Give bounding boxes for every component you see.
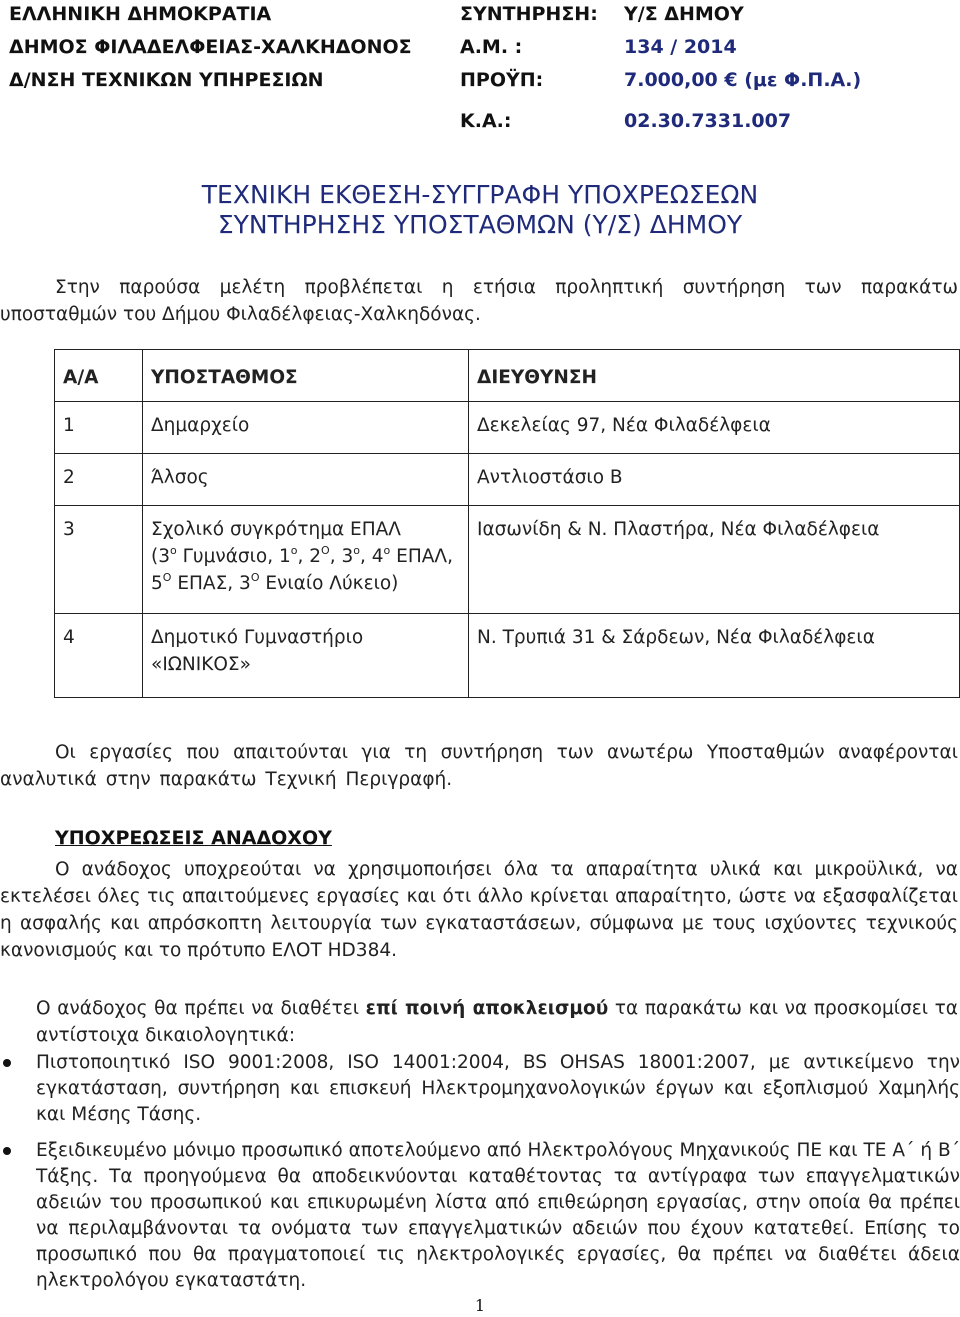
row-number: 1	[55, 402, 143, 454]
list-item-text: Εξειδικευμένο μόνιμο προσωπικό αποτελούμενο από Ηλεκτρολόγους Μηχανικούς ΠΕ και ΤΕ Α΄ ή Β΄ Τάξης. Τα προηγούμενα θα αποδεικνύονται καταθέτοντας τα αντίγραφα των επαγγελματικών αδειών του προσωπικού και επικυρωμένη λίστα από επιθεώρηση εργασίας, στην οποία θα πρέπει να περιλαμβάνονται τα ονόματα των επαγγελματικών αδειών που έχουν κατατεθεί. Επίσης το προσωπικό που θα πραγματοποιεί τις ηλεκτρολογικές εργασίες, θα πρέπει να διαθέτει άδεια ηλεκτρολόγου εγκαταστάτη.	[36, 1140, 960, 1291]
row-station: Δημαρχείο	[143, 402, 469, 454]
row-number: 4	[55, 614, 143, 698]
table-row	[55, 614, 960, 698]
obligations-paragraph: Ο ανάδοχος υποχρεούται να χρησιμοποιήσει όλα τα απαραίτητα υλικά και μικροϋλικά, να εκτελέσει όλες τις απαιτούμενες εργασίες και ότι άλλο κρίνεται απαραίτητο, ώστε να εξασφαλίζεται η ασφαλής και απρόσκοπτη λειτουργία των εγκαταστάσεων, σύμφωνα με τους ισχύοντες τεχνικούς κανονισμούς και το πρότυπο ΕΛΟΤ HD384.	[0, 859, 958, 961]
station-name: Σχολικό συγκρότημα ΕΠΑΛ	[151, 519, 401, 540]
station-detail-line1: ($3^o$ Γυμνάσιο, $1^o$, $2^O$, $3^o$, $4^o$ ΕΠΑΛ,	[151, 543, 453, 567]
meta-value-ka: 02.30.7331.007	[624, 110, 792, 132]
document-title-line1: ΤΕΧΝΙΚΗ ΕΚΘΕΣΗ-ΣΥΓΓΡΑΦΗ ΥΠΟΧΡΕΩΣΕΩΝ	[201, 180, 759, 209]
row-number: 2	[55, 454, 143, 506]
meta-label-maintenance: ΣΥΝΤΗΡΗΣΗ:	[460, 3, 598, 25]
obligations-title: ΥΠΟΧΡΕΩΣΕΙΣ ΑΝΑΔΟΧΟΥ	[55, 827, 332, 849]
row-station: Άλσος	[143, 454, 469, 506]
table-row	[55, 402, 960, 454]
credentials-post: τα παρακάτω και να προσκομίσει τα αντίστοιχα δικαιολογητικά:	[36, 998, 958, 1046]
credentials-paragraph	[0, 995, 958, 1049]
header-aa: Α/Α	[55, 350, 143, 402]
station-detail-line2: $5^O$ ΕΠΑΣ, $3^O$ Ενιαίο Λύκειο)	[151, 570, 399, 594]
header-station: ΥΠΟΣΤΑΘΜΟΣ	[143, 350, 469, 402]
intro-paragraph: Στην παρούσα μελέτη προβλέπεται η ετήσια προληπτική συντήρηση των παρακάτω υποσταθμών του Δήμου Φιλαδέλφειας-Χαλκηδόνας.	[0, 277, 958, 325]
station-name: Δημοτικό Γυμναστήριο	[151, 627, 364, 648]
meta-label-ka: Κ.Α.:	[460, 110, 512, 132]
list-item-text: Πιστοποιητικό ISO 9001:2008, ISO 14001:2004, BS OHSAS 18001:2007, με αντικείμενο την εγκατάσταση, συντήρηση και επισκευή Ηλεκτρομηχανολογικών έργων και εξοπλισμού Χαμηλής και Μέσης Τάσης.	[36, 1052, 960, 1125]
list-item	[0, 1050, 960, 1128]
org-name: ΕΛΛΗΝΙΚΗ ΔΗΜΟΚΡΑΤΙΑ	[9, 3, 272, 25]
works-paragraph: Οι εργασίες που απαιτούνται για τη συντήρηση των ανωτέρω Υποσταθμών αναφέρονται αναλυτικά στην παρακάτω Τεχνική Περιγραφή.	[0, 742, 958, 790]
meta-label-budget: ΠΡΟΫΠ:	[460, 69, 544, 91]
row-address: Ιασωνίδη & Ν. Πλαστήρα, Νέα Φιλαδέλφεια	[469, 506, 960, 614]
bullet-icon	[3, 1147, 11, 1155]
credentials-pre: Ο ανάδοχος θα πρέπει να διαθέτει	[36, 998, 366, 1019]
table-row	[55, 454, 960, 506]
row-address: Ν. Τρυπιά 31 & Σάρδεων, Νέα Φιλαδέλφεια	[469, 614, 960, 698]
meta-label-am: Α.Μ. :	[460, 36, 523, 58]
bullet-icon	[3, 1059, 11, 1067]
municipality-name: ΔΗΜΟΣ ΦΙΛΑΔΕΛΦΕΙΑΣ-ΧΑΛΚΗΔΟΝΟΣ	[9, 36, 412, 58]
header-address: ΔΙΕΥΘΥΝΣΗ	[469, 350, 960, 402]
meta-value-am: 134 / 2014	[624, 36, 737, 58]
credentials-list	[0, 1050, 960, 1294]
document-title-line2: ΣΥΝΤΗΡΗΣΗΣ ΥΠΟΣΤΑΘΜΩΝ (Υ/Σ) ΔΗΜΟΥ	[217, 210, 743, 239]
list-item	[0, 1138, 960, 1294]
page-number: 1	[474, 1296, 486, 1315]
row-station	[143, 506, 469, 614]
table-row	[55, 506, 960, 614]
row-number: 3	[55, 506, 143, 614]
row-station	[143, 614, 469, 698]
row-address: Αντλιοστάσιο Β	[469, 454, 960, 506]
stations-table	[54, 349, 960, 698]
department-name: Δ/ΝΣΗ ΤΕΧΝΙΚΩΝ ΥΠΗΡΕΣΙΩΝ	[9, 69, 324, 91]
station-name-line2: «ΙΩΝΙΚΟΣ»	[151, 654, 251, 675]
row-address: Δεκελείας 97, Νέα Φιλαδέλφεια	[469, 402, 960, 454]
credentials-bold: επί ποινή αποκλεισμού	[365, 998, 609, 1019]
table-header-row	[55, 350, 960, 402]
meta-value-budget: 7.000,00 € (με Φ.Π.Α.)	[624, 69, 862, 91]
meta-value-maintenance: Υ/Σ ΔΗΜΟΥ	[624, 3, 744, 25]
